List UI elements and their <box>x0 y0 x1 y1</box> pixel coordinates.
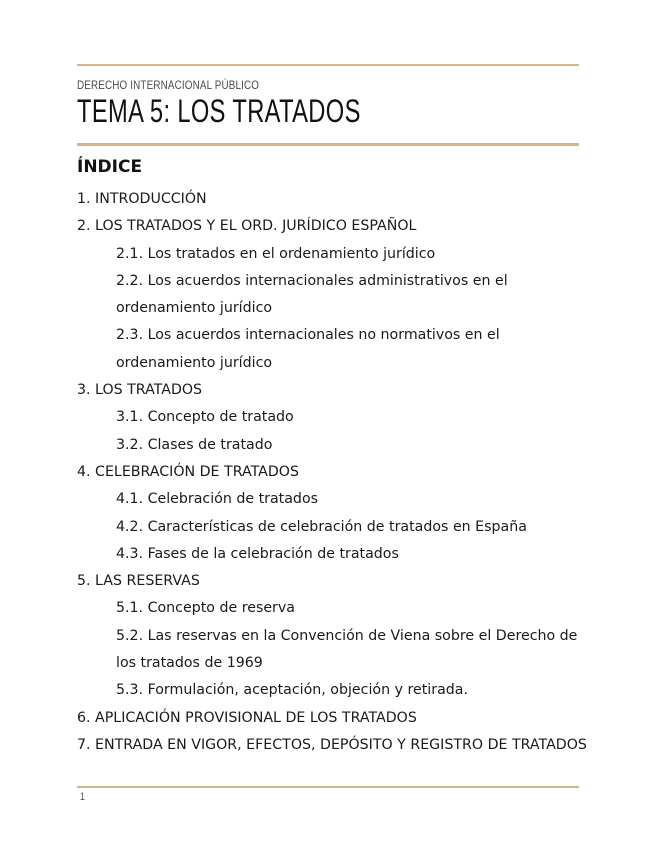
toc-subitem: 5.3. Formulación, aceptación, objeción y retirada. <box>116 682 468 699</box>
toc-item: 4. CELEBRACIÓN DE TRATADOS <box>77 463 299 480</box>
header-top-rule <box>77 64 579 66</box>
toc-item: 6. APLICACIÓN PROVISIONAL DE LOS TRATADOS <box>77 709 417 726</box>
toc-subitem: 5.1. Concepto de reserva <box>116 600 295 617</box>
toc-subitem: 3.1. Concepto de tratado <box>116 409 294 426</box>
toc-subitem: 4.2. Características de celebración de tratados en España <box>116 518 527 535</box>
table-of-contents <box>77 186 587 759</box>
subject-label: DERECHO INTERNACIONAL PÚBLICO <box>77 78 260 92</box>
toc-subitem: 4.3. Fases de la celebración de tratados <box>116 545 399 562</box>
page-number: 1 <box>80 791 85 803</box>
toc-subitem: 3.2. Clases de tratado <box>116 436 273 453</box>
toc-item: 1. INTRODUCCIÓN <box>77 191 207 207</box>
toc-subitem: 2.3. Los acuerdos internacionales no normativos en el ordenamiento jurídico <box>116 327 500 371</box>
toc-subitem: 2.1. Los tratados en el ordenamiento jurídico <box>116 245 436 262</box>
index-heading: ÍNDICE <box>77 157 143 177</box>
toc-item: 7. ENTRADA EN VIGOR, EFECTOS, DEPÓSITO Y REGISTRO DE TRATADOS <box>77 736 587 753</box>
toc-item: 3. LOS TRATADOS <box>77 382 203 399</box>
toc-subitem: 4.1. Celebración de tratados <box>116 491 319 508</box>
toc-item: 5. LAS RESERVAS <box>77 573 200 590</box>
toc-subitem: 2.2. Los acuerdos internacionales administrativos en el ordenamiento jurídico <box>116 272 508 317</box>
header-bottom-rule <box>77 143 579 146</box>
toc-item: 2. LOS TRATADOS Y EL ORD. JURÍDICO ESPAÑOL <box>77 218 417 235</box>
page-title: TEMA 5: LOS TRATADOS <box>77 93 361 129</box>
footer-rule <box>77 786 579 788</box>
toc-subitem: 5.2. Las reservas en la Convención de Viena sobre el Derecho de los tratados de 1969 <box>116 627 578 672</box>
